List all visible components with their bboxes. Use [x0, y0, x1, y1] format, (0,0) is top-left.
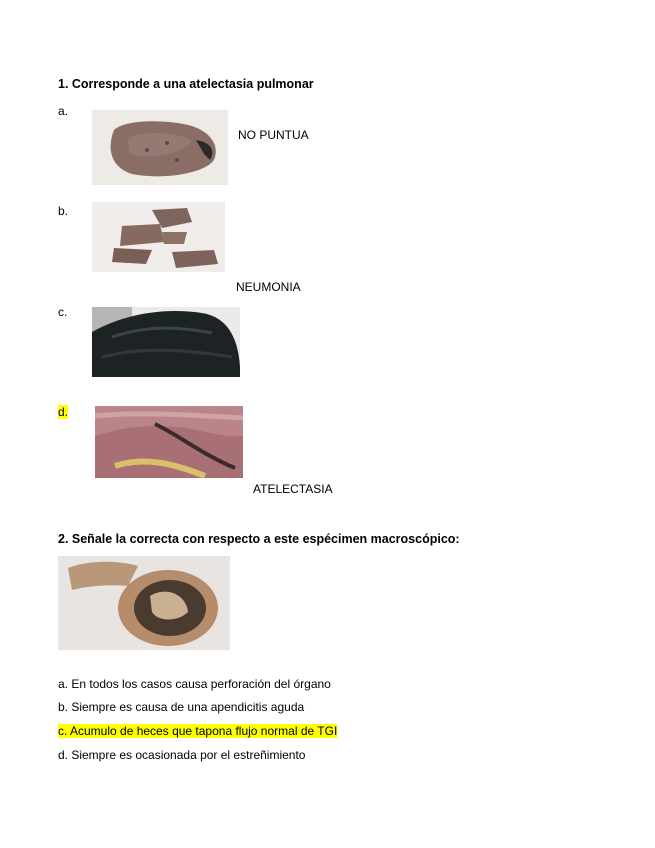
option-1d-note: ATELECTASIA [253, 482, 333, 496]
blackened-lung-image [92, 307, 240, 377]
option-1c-letter: c. [58, 305, 68, 319]
option-2c: c. Acumulo de heces que tapona flujo normal de TGI [58, 724, 338, 738]
option-1d-letter: d. [58, 405, 69, 419]
lung-specimen-image [92, 110, 228, 185]
question-1-title: 1. Corresponde a una atelectasia pulmonar [58, 77, 314, 91]
lung-slices-image [92, 202, 225, 272]
option-2b: b. Siempre es causa de una apendicitis aguda [58, 700, 305, 714]
option-1a-note: NO PUNTUA [238, 128, 309, 142]
option-1a-letter: a. [58, 104, 69, 118]
option-1b-letter: b. [58, 204, 69, 218]
collapsed-lung-image [95, 406, 243, 478]
question-2-title: 2. Señale la correcta con respecto a este espécimen macroscópico: [58, 532, 460, 546]
option-1b-note: NEUMONIA [236, 280, 301, 294]
option-2d: d. Siempre es ocasionada por el estreñimiento [58, 748, 306, 762]
option-2a: a. En todos los casos causa perforación del órgano [58, 677, 331, 691]
appendix-specimen-image [58, 556, 230, 650]
